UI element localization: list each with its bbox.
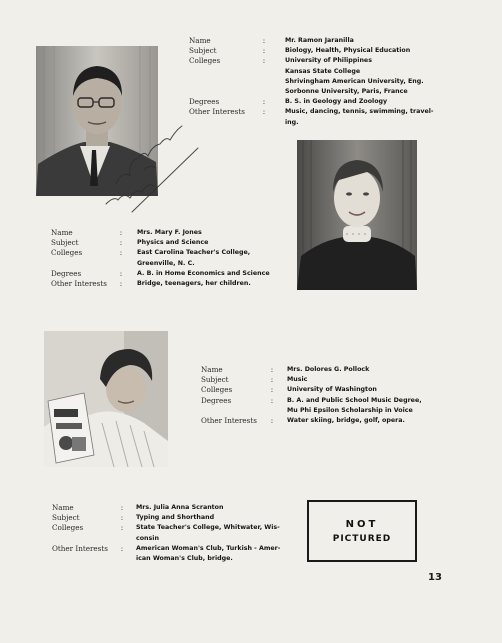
subject-label: Subject [201,375,229,385]
teacher-interests: Bridge, teenagers, her children. [137,280,251,288]
teacher-interests: American Woman's Club, Turkish - Amer- ican Woman's Club, bridge. [136,544,281,563]
interests-label: Other Interests [52,543,108,553]
teacher-degrees: B. S. in Geology and Zoology [285,98,388,106]
teacher-subject: Music [287,376,308,384]
photo-dolores-pollock [44,331,168,467]
profile-julia-scranton: Name : Mrs. Julia Anna Scranton Subject : Typing and Shorthand Colleges : State Teacher's College, Whitwater, Wis- consin Other Interests : American Woman's Club, Turkish - Amer- ican Woman's Club, bridge. [52,503,280,564]
teacher-name: Mrs. Dolores G. Pollock [287,366,370,373]
name-label: Name [51,228,73,237]
name-label: Name [52,503,74,512]
colleges-label: Colleges [201,385,233,395]
teacher-subject: Typing and Shorthand [136,514,215,522]
degrees-label: Degrees [189,97,220,107]
teacher-name: Mrs. Mary F. Jones [137,229,202,236]
degrees-label: Degrees [201,395,232,405]
profile-dolores-pollock: Name : Mrs. Dolores G. Pollock Subject : Music Colleges : University of Washington Degrees : B. A. and Public School Music Degree, Mu Phi Epsilon Scholarship in Voice Other Interests : Water skiing, bridge, golf, opera. [201,365,422,426]
interests-label: Other Interests [201,416,257,426]
teacher-colleges: University of Washington [287,386,377,394]
teacher-interests: Music, dancing, tennis, swimming, travel- ing. [285,108,434,126]
teacher-name: Mrs. Julia Anna Scranton [136,504,224,511]
teacher-subject: Biology, Health, Physical Education [285,47,411,55]
interests-label: Other Interests [51,279,107,289]
colleges-label: Colleges [189,56,221,66]
teacher-colleges: East Carolina Teacher's College, Greenville, N. C. [137,249,251,267]
interests-label: Other Interests [189,107,245,117]
teacher-interests: Water skiing, bridge, golf, opera. [287,417,405,425]
teacher-name: Mr. Ramon Jaranilla [285,37,354,44]
profile-mary-jones: Name : Mrs. Mary F. Jones Subject : Physics and Science Colleges : East Carolina Teacher's College, Greenville, N. C. Degrees : A. B. in Home Economics and Science Other Interests : Bridge, teenagers, her children. [51,228,270,289]
colleges-label: Colleges [51,248,83,258]
teacher-colleges: State Teacher's College, Whitwater, Wis- consin [136,524,280,542]
teacher-colleges: University of Philippines Kansas State College Shrivingham American University, Eng. Sorbonne University, Paris, France [285,57,424,96]
subject-label: Subject [189,46,217,56]
page-number: 13 [428,572,442,583]
name-label: Name [189,36,211,45]
colleges-label: Colleges [52,523,84,533]
degrees-label: Degrees [51,268,82,278]
subject-label: Subject [51,238,79,248]
teacher-degrees: B. A. and Public School Music Degree, Mu Phi Epsilon Scholarship in Voice [287,396,422,414]
subject-label: Subject [52,513,80,523]
name-label: Name [201,365,223,374]
profile-ramon-jaranilla: Name : Mr. Ramon Jaranilla Subject : Biology, Health, Physical Education Colleges : University of Philippines Kansas State College Shrivingham American University, Eng. Sorbonne University, Paris, France Degrees : B. S. in Geology and Zoology Other Interests : Music, dancing, tennis, swimming, travel- ing. [189,36,434,128]
teacher-subject: Physics and Science [137,239,209,247]
not-pictured-box [307,500,417,562]
not-pictured-line2: PICTURED [332,533,392,544]
photo-mary-jones [297,140,417,290]
teacher-degrees: A. B. in Home Economics and Science [137,269,270,277]
not-pictured-line1: NOT [345,518,379,530]
